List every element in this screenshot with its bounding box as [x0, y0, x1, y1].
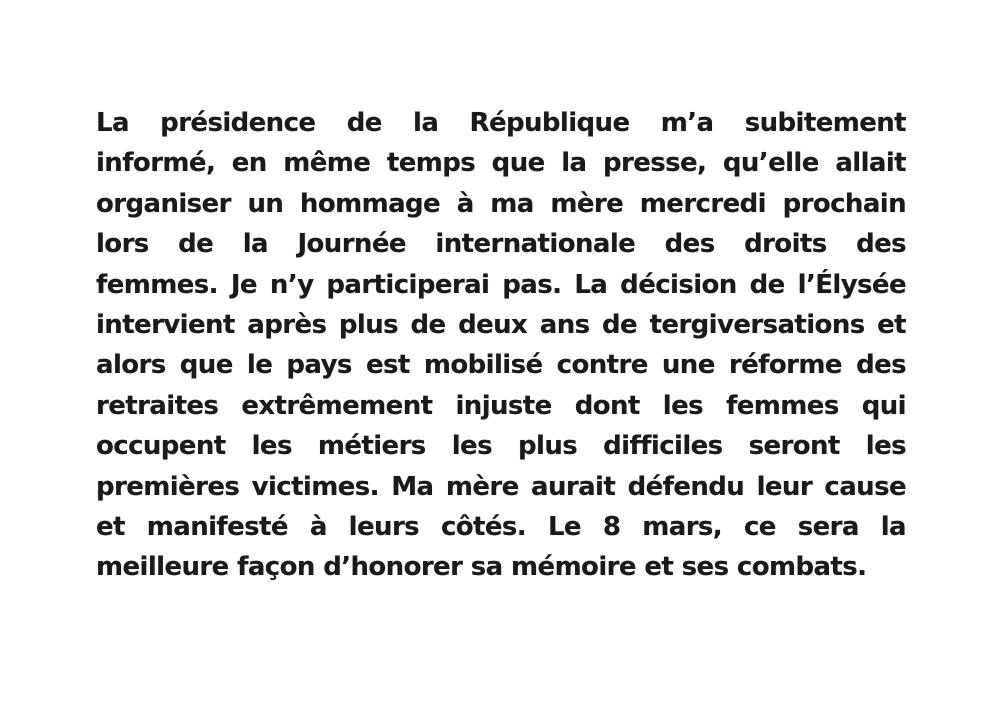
paragraph-line: retraites extrêmement injuste dont les femmes qui	[96, 390, 906, 421]
paragraph-line: et manifesté à leurs côtés. Le 8 mars, ce sera la	[96, 511, 906, 542]
paragraph-line: femmes. Je n’y participerai pas. La décision de l’Élysée	[96, 269, 906, 300]
paragraph-line: alors que le pays est mobilisé contre une réforme des	[96, 350, 906, 381]
statement-paragraph	[96, 103, 906, 588]
paragraph-line: La présidence de la République m’a subitement	[96, 108, 906, 138]
paragraph-line: premières victimes. Ma mère aurait défendu leur cause	[96, 471, 906, 502]
paragraph-line: meilleure façon d’honorer sa mémoire et ses combats.	[96, 552, 867, 583]
paragraph-line: intervient après plus de deux ans de tergiversations et	[96, 309, 906, 340]
paragraph-line: occupent les métiers les plus difficiles seront les	[96, 431, 906, 462]
paragraph-line: informé, en même temps que la presse, qu’elle allait	[96, 148, 906, 179]
paragraph-line: organiser un hommage à ma mère mercredi prochain	[96, 188, 906, 219]
paragraph-line: lors de la Journée internationale des droits des	[96, 229, 906, 260]
